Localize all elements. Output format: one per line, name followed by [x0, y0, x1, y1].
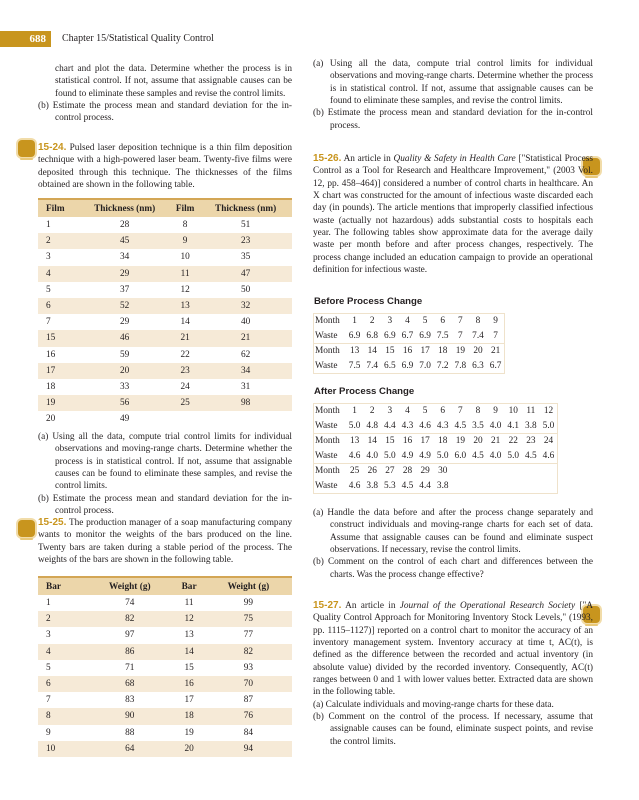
waste-cell: 4.9 — [401, 450, 414, 461]
month-cell: 6 — [440, 406, 446, 417]
table-cell: 62 — [240, 349, 251, 360]
table-cell: 74 — [125, 598, 135, 609]
table-cell: 19 — [184, 727, 194, 738]
table-row — [38, 676, 292, 692]
month-cell: 2 — [369, 406, 375, 417]
waste-cell — [452, 479, 470, 494]
table-block — [314, 434, 558, 464]
table-cell: 21 — [199, 330, 292, 346]
month-cell: 18 — [434, 344, 452, 359]
table-cell: 46 — [78, 330, 171, 346]
table-cell: 34 — [199, 363, 292, 379]
table-cell: 10 — [180, 252, 190, 263]
table-row — [38, 217, 292, 233]
waste-cell: 4.6 — [419, 420, 431, 431]
table-header-row — [38, 577, 292, 595]
exercise-text: ["Statistical Process Control as a Tool for Research and Healthcare Improvement," (2003 Vol. 12, pp. 458–464)] considered a number of control charts in healthcare. An X chart was constructed for the amount of infectious waste discarded each day (in pounds). The article mentions that improperly classified infectious waste (actually not hazardous) adds substantial costs to hospitals each year. The following tables show approximate data for the average daily waste per month before and after process changes, respectively. The process change included an education campaign to provide an operational definition for infectious waste. — [313, 154, 594, 276]
month-row — [314, 344, 505, 359]
table-cell: 20 — [173, 741, 204, 757]
table-cell: 49 — [120, 414, 130, 425]
waste-cell: 6.9 — [348, 330, 361, 341]
table-cell: 82 — [86, 611, 173, 627]
waste-cell: 7.0 — [419, 360, 431, 371]
table-row — [38, 395, 292, 411]
column-header: Weight (g) — [86, 577, 173, 595]
waste-cell: 5.3 — [384, 480, 396, 491]
month-cell — [487, 464, 505, 479]
month-row — [314, 434, 558, 449]
table-cell: 29 — [120, 317, 130, 328]
table-cell: 59 — [120, 349, 130, 360]
table-cell: 2 — [38, 233, 78, 249]
table-row — [38, 741, 292, 757]
table-row — [38, 708, 292, 724]
waste-cell: 4.3 — [401, 420, 414, 431]
month-cell: 17 — [416, 344, 434, 359]
waste-cell: 6.8 — [366, 330, 379, 341]
waste-row — [314, 449, 558, 464]
table-row — [38, 282, 292, 298]
table-cell: 24 — [180, 381, 190, 392]
table-cell: 75 — [205, 611, 292, 627]
table-block — [314, 344, 505, 374]
exercise-15-25-parts — [313, 58, 593, 132]
column-header: Thickness (nm) — [199, 199, 292, 217]
row-label: Waste — [315, 360, 338, 371]
table-cell: 7 — [46, 317, 51, 328]
month-cell: 4 — [405, 406, 410, 417]
exercise-15-26 — [313, 153, 593, 276]
waste-cell: 4.6 — [542, 450, 555, 461]
table-row — [38, 692, 292, 708]
table-block — [314, 464, 558, 494]
waste-cell: 5.0 — [384, 450, 396, 461]
table-cell: 17 — [38, 363, 78, 379]
table-row — [38, 627, 292, 643]
waste-cell — [504, 479, 522, 494]
month-cell: 15 — [381, 344, 399, 359]
month-row — [314, 314, 505, 329]
waste-cell — [522, 479, 540, 494]
exercise-number: 15-26. — [313, 153, 342, 164]
exercise-number: 15-25. — [38, 517, 67, 528]
month-cell: 14 — [363, 434, 381, 449]
month-cell: 1 — [352, 316, 357, 327]
exercise-15-24 — [38, 142, 292, 191]
waste-cell: 6.3 — [472, 360, 484, 371]
month-cell: 2 — [369, 316, 375, 327]
exercise-number: 15-27. — [313, 600, 342, 611]
table-cell: 33 — [120, 381, 130, 392]
table-row — [38, 233, 292, 249]
table-row — [38, 611, 292, 627]
part-a: (a) Using all the data, compute trial control limits for individual observations and moving-range charts. Determine whether the process is in statistical control. If not, assume that assignable causes can be found to eliminate these samples, and revise the control limits. — [313, 59, 593, 107]
waste-cell: 6.9 — [384, 330, 396, 341]
table-cell: 88 — [125, 727, 135, 738]
table-cell: 13 — [171, 298, 199, 314]
waste-cell: 7.4 — [366, 360, 379, 371]
table-cell: 47 — [199, 266, 292, 282]
month-cell: 6 — [440, 316, 446, 327]
waste-cell: 3.8 — [366, 480, 379, 491]
exercise-15-26-parts — [313, 507, 593, 581]
table-cell: 11 — [184, 598, 194, 609]
table-row — [38, 249, 292, 265]
month-cell: 9 — [493, 316, 498, 327]
table-cell: 20 — [46, 414, 56, 425]
table-cell: 56 — [78, 395, 171, 411]
month-cell: 3 — [387, 316, 393, 327]
month-cell: 22 — [504, 434, 522, 449]
row-label: Waste — [315, 480, 338, 491]
table-cell: 7 — [46, 695, 51, 706]
month-cell: 10 — [508, 406, 518, 417]
table-cell: 8 — [38, 708, 86, 724]
waste-cell: 7 — [458, 330, 463, 341]
before-heading: Before Process Change — [314, 296, 423, 307]
month-cell: 16 — [399, 344, 417, 359]
waste-cell: 3.8 — [525, 420, 537, 431]
part-b: (b) Estimate the process mean and standard deviation for the in-control process. — [38, 101, 292, 124]
month-cell: 1 — [352, 406, 357, 417]
month-cell: 19 — [452, 344, 470, 359]
waste-cell: 4.0 — [489, 420, 502, 431]
month-cell: 20 — [469, 434, 487, 449]
month-cell — [522, 464, 540, 479]
column-header: Film — [38, 199, 78, 217]
table-cell: 23 — [199, 233, 292, 249]
table-row — [38, 314, 292, 330]
table-cell: 52 — [78, 298, 171, 314]
month-cell: 24 — [540, 434, 558, 449]
part-a-continuation: chart and plot the data. Determine whether the process is in statistical control. If not, assume that assignable causes can be found to eliminate these samples and revise the control limits. — [55, 64, 292, 99]
month-cell: 8 — [475, 406, 481, 417]
month-cell: 5 — [422, 316, 428, 327]
table-cell: 83 — [125, 695, 135, 706]
table-cell: 19 — [38, 395, 78, 411]
table-row — [38, 660, 292, 676]
table-cell: 94 — [205, 741, 292, 757]
waste-cell: 6.5 — [384, 360, 396, 371]
waste-row — [314, 329, 505, 344]
table-cell: 18 — [173, 708, 204, 724]
month-cell: 13 — [346, 344, 364, 359]
table-cell: 11 — [171, 266, 199, 282]
table-cell: 14 — [173, 644, 204, 660]
table-cell: 18 — [46, 381, 56, 392]
month-cell: 12 — [543, 406, 554, 417]
month-cell — [504, 464, 522, 479]
table-cell: 15 — [38, 330, 78, 346]
column-header: Film — [171, 199, 199, 217]
table-row — [38, 725, 292, 741]
waste-cell: 3.5 — [472, 420, 484, 431]
table-cell: 68 — [86, 676, 173, 692]
waste-cell: 4.6 — [348, 450, 361, 461]
table-cell: 13 — [184, 630, 194, 641]
table-cell: 76 — [205, 708, 292, 724]
table-cell: 16 — [46, 349, 56, 360]
table-cell: 23 — [171, 363, 199, 379]
column-header: Thickness (nm) — [78, 199, 171, 217]
table-cell: 34 — [120, 252, 130, 263]
table-row — [38, 298, 292, 314]
month-cell: 15 — [381, 434, 399, 449]
exercise-text: An article in — [345, 601, 400, 611]
month-cell: 13 — [346, 434, 364, 449]
table-cell: 10 — [38, 741, 86, 757]
waste-cell: 6.9 — [401, 360, 414, 371]
month-cell — [540, 464, 558, 479]
exercise-text: Pulsed laser deposition technique is a thin film deposition technique with a high-powered laser beam. Twenty-five films were deposited through this technique. The thicknesses of the films obtained are shown in the following table. — [38, 143, 292, 191]
table-row — [38, 347, 292, 363]
waste-cell — [487, 479, 505, 494]
table-row — [38, 330, 292, 346]
table-cell: 4 — [38, 266, 78, 282]
table-cell: 3 — [46, 630, 51, 641]
table-cell: 31 — [240, 381, 251, 392]
waste-cell: 4.4 — [384, 420, 396, 431]
month-cell: 8 — [475, 316, 481, 327]
table-row — [38, 363, 292, 379]
waste-cell: 5.0 — [542, 420, 555, 431]
waste-cell: 3.8 — [436, 480, 449, 491]
table-cell: 64 — [86, 741, 173, 757]
part-b: (b) Comment on the control of the process. If necessary, assume that assignable causes can be found, eliminate suspect points, and revise the control limits. — [313, 712, 593, 747]
exercise-15-25 — [38, 517, 292, 566]
waste-row — [314, 359, 505, 374]
waste-cell: 5.0 — [436, 450, 449, 461]
month-cell: 20 — [469, 344, 487, 359]
month-cell: 30 — [434, 464, 452, 479]
waste-cell: 4.5 — [401, 480, 414, 491]
table-cell: 2 — [38, 611, 86, 627]
exercise-15-27 — [313, 600, 593, 748]
exercise-marker-icon — [18, 520, 35, 537]
month-cell: 23 — [522, 434, 540, 449]
table-cell: 20 — [78, 363, 171, 379]
part-b: (b) Comment on the control of each chart and differences between the charts. Was the process change effective? — [313, 557, 593, 580]
waste-cell: 7 — [493, 330, 498, 341]
table-cell: 90 — [86, 708, 173, 724]
table-cell: 12 — [173, 611, 204, 627]
table-cell: 16 — [173, 676, 204, 692]
month-cell: 26 — [363, 464, 381, 479]
row-label: Month — [315, 316, 340, 327]
table-row — [38, 595, 292, 611]
exercise-text: An article in — [343, 154, 394, 164]
waste-cell: 5.0 — [507, 450, 520, 461]
part-a: (a) Calculate individuals and moving-range charts for these data. — [313, 699, 554, 710]
waste-cell: 4.8 — [366, 420, 379, 431]
table-cell: 71 — [125, 662, 135, 673]
exercise-number: 15-24. — [38, 142, 67, 153]
table-cell: 29 — [78, 266, 171, 282]
table-row — [38, 411, 292, 427]
table-cell: 14 — [180, 317, 190, 328]
table-cell: 5 — [46, 284, 51, 295]
table-row — [38, 644, 292, 660]
table-cell: 17 — [184, 695, 194, 706]
table-cell: 84 — [243, 727, 254, 738]
waste-cell: 4.0 — [366, 450, 379, 461]
waste-cell: 7.4 — [472, 330, 484, 341]
row-label: Month — [315, 406, 340, 417]
table-cell: 45 — [78, 233, 171, 249]
journal-title: Journal of the Operational Research Society — [399, 601, 576, 611]
table-block — [314, 314, 505, 344]
table-cell: 28 — [120, 220, 130, 231]
table-cell — [171, 411, 199, 427]
table-cell: 3 — [46, 252, 51, 263]
table-cell: 22 — [180, 349, 190, 360]
row-label: Waste — [315, 450, 338, 461]
table-header-row — [38, 199, 292, 217]
after-waste-table — [313, 403, 558, 494]
table-cell: 6 — [38, 298, 78, 314]
table-cell: 99 — [243, 598, 254, 609]
table-cell: 32 — [199, 298, 292, 314]
month-cell: 7 — [458, 406, 463, 417]
table-cell: 70 — [205, 676, 292, 692]
chapter-title: Chapter 15/Statistical Quality Control — [62, 33, 214, 44]
waste-cell: 4.6 — [348, 480, 361, 491]
waste-cell: 7.5 — [348, 360, 361, 371]
row-label: Waste — [315, 420, 338, 431]
waste-cell: 4.1 — [507, 420, 520, 431]
table-row — [38, 266, 292, 282]
page-number: 688 — [0, 31, 51, 47]
month-cell: 4 — [405, 316, 410, 327]
waste-row — [314, 419, 558, 434]
after-heading: After Process Change — [314, 386, 415, 397]
month-cell: 21 — [487, 434, 505, 449]
waste-cell: 4.5 — [454, 420, 467, 431]
month-cell: 28 — [399, 464, 417, 479]
waste-cell: 7.5 — [436, 330, 449, 341]
month-cell: 18 — [434, 434, 452, 449]
waste-cell: 6.7 — [401, 330, 414, 341]
month-cell: 3 — [387, 406, 393, 417]
table-cell: 9 — [171, 233, 199, 249]
month-cell: 9 — [493, 406, 498, 417]
month-cell: 25 — [346, 464, 364, 479]
table-cell: 1 — [46, 220, 51, 231]
month-cell — [452, 464, 470, 479]
journal-title: Quality & Safety in Health Care — [393, 154, 516, 164]
waste-cell: 6.9 — [419, 330, 431, 341]
row-label: Month — [314, 344, 346, 359]
month-cell: 14 — [363, 344, 381, 359]
waste-cell: 5.0 — [348, 420, 361, 431]
month-cell — [469, 464, 487, 479]
table-block — [314, 404, 558, 434]
table-cell: 4 — [38, 644, 86, 660]
waste-cell: 6.0 — [454, 450, 467, 461]
waste-cell: 4.5 — [472, 450, 484, 461]
month-row — [314, 404, 558, 419]
exercise-text: ["A Quality Control Approach for Monitoring Inventory Stock Levels," (1993, pp. 1115–1127)] reported on a control chart to monitor the accuracy of an inventory management system. Inventory accuracy at time t, AC(t), is defined as the difference between the recorded and actual inventory (in absolute value) divided by the recorded inventory. Consequently, AC(t) ranges between 0 and 1 with lower values better. Extracted data are shown in the following table. — [313, 601, 594, 698]
waste-cell: 4.4 — [419, 480, 431, 491]
month-cell: 17 — [416, 434, 434, 449]
month-cell: 16 — [399, 434, 417, 449]
month-cell: 11 — [526, 406, 536, 417]
waste-cell: 4.3 — [436, 420, 449, 431]
waste-cell: 4.9 — [419, 450, 431, 461]
table-cell: 40 — [240, 317, 251, 328]
film-thickness-table — [38, 198, 292, 427]
waste-cell: 7.8 — [454, 360, 467, 371]
waste-cell — [469, 479, 487, 494]
waste-cell: 6.7 — [489, 360, 502, 371]
exercise-text: The production manager of a soap manufacturing company wants to monitor the weights of the bars produced on the line. Twenty bars are taken during a stable period of the process. The weights of the bars are shown in the following table. — [38, 518, 293, 566]
table-cell: 37 — [120, 284, 130, 295]
table-cell: 5 — [46, 662, 51, 673]
table-cell: 97 — [125, 630, 135, 641]
row-label: Month — [314, 434, 346, 449]
table-cell: 77 — [243, 630, 254, 641]
table-cell: 50 — [240, 284, 251, 295]
month-cell: 21 — [487, 344, 505, 359]
waste-cell — [540, 479, 558, 494]
table-cell: 21 — [171, 330, 199, 346]
before-waste-table — [313, 313, 505, 374]
exercise-marker-icon — [18, 140, 35, 157]
table-cell: 86 — [86, 644, 173, 660]
waste-cell: 4.0 — [489, 450, 502, 461]
bar-weight-table — [38, 576, 292, 757]
table-cell: 1 — [46, 598, 51, 609]
column-header: Weight (g) — [205, 577, 292, 595]
part-a: (a) Handle the data before and after the process change separately and construct individuals and moving-range charts for each set of data. Assume that assignable causes can be found and eliminate suspect observations. If necessary, revise the control limits. — [313, 508, 593, 556]
table-cell: 98 — [199, 395, 292, 411]
table-cell: 51 — [240, 220, 251, 231]
month-cell: 27 — [381, 464, 399, 479]
column-header: Bar — [173, 577, 204, 595]
table-cell: 15 — [184, 662, 194, 673]
table-cell — [199, 411, 292, 427]
exercise-15-24-parts — [38, 431, 292, 517]
table-cell: 87 — [243, 695, 254, 706]
table-cell: 6 — [38, 676, 86, 692]
table-cell: 82 — [205, 644, 292, 660]
part-b: (b) Estimate the process mean and standard deviation for the in-control process. — [38, 493, 292, 517]
waste-row — [314, 479, 558, 494]
part-b: (b) Estimate the process mean and standard deviation for the in-control process. — [313, 108, 593, 131]
table-row — [38, 379, 292, 395]
part-a: (a) Using all the data, compute trial control limits for individual observations and moving-range charts. Determine whether the process is in statistical control. If not, assume that assignable causes can be found to eliminate these samples, and revise the control limits. — [38, 432, 292, 492]
row-label: Waste — [315, 330, 338, 341]
table-cell: 35 — [240, 252, 251, 263]
continued-exercise — [38, 63, 292, 125]
waste-cell: 4.5 — [525, 450, 537, 461]
month-cell: 29 — [416, 464, 434, 479]
row-label: Month — [314, 464, 346, 479]
table-cell: 12 — [180, 284, 190, 295]
month-cell: 19 — [452, 434, 470, 449]
month-cell: 5 — [422, 406, 428, 417]
column-header: Bar — [38, 577, 86, 595]
table-cell: 25 — [171, 395, 199, 411]
table-cell: 8 — [182, 220, 188, 231]
month-cell: 7 — [458, 316, 463, 327]
waste-cell: 7.2 — [436, 360, 449, 371]
table-cell: 9 — [46, 727, 51, 738]
month-row — [314, 464, 558, 479]
table-cell: 93 — [243, 662, 254, 673]
